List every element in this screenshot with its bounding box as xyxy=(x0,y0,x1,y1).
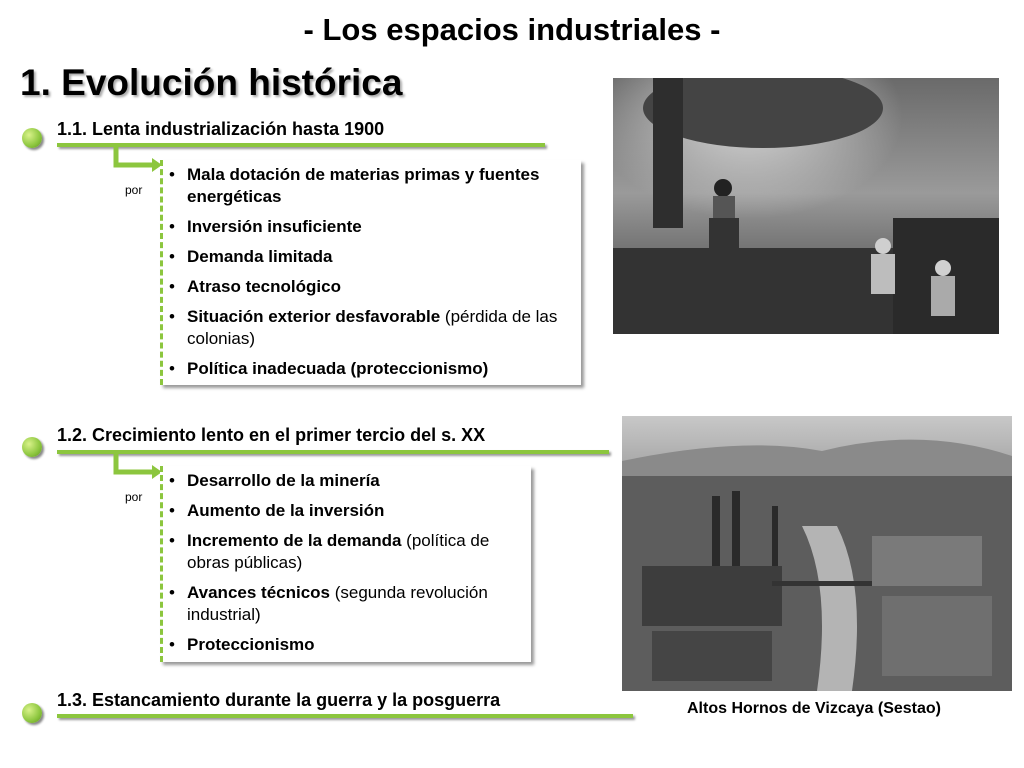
section1-list-item xyxy=(163,246,581,268)
list-item-bold-text: Política inadecuada (proteccionismo) xyxy=(187,359,489,378)
section3-bullet-icon xyxy=(22,703,42,723)
section2-por-label: por xyxy=(125,490,143,504)
list-item-bold-text: Proteccionismo xyxy=(187,635,315,654)
section1-bullet-icon xyxy=(22,128,42,148)
section2-connector-arrow xyxy=(112,452,164,482)
section2-list-item xyxy=(163,500,531,522)
list-item-detail-text: (política de obras públicas) xyxy=(187,531,490,572)
list-item-detail-text: (pérdida de las colonias) xyxy=(187,307,558,348)
list-item-bold-text: Mala dotación de materias primas y fuentes energéticas xyxy=(187,165,540,206)
section2-list-item xyxy=(163,470,531,492)
altos-hornos-aerial-photo xyxy=(622,416,1012,691)
section1-list-item xyxy=(163,306,581,350)
steelworkers-photo xyxy=(613,78,999,334)
page-heading: 1. Evolución histórica xyxy=(20,62,403,103)
list-item-bold-text: Demanda limitada xyxy=(187,247,333,266)
list-item-bold-text: Desarrollo de la minería xyxy=(187,471,380,490)
section3-underline xyxy=(57,714,633,718)
section2-bullet-icon xyxy=(22,437,42,457)
list-item-bold-text: Inversión insuficiente xyxy=(187,217,362,236)
section1-label: 1.1. Lenta industrialización hasta 1900 xyxy=(57,119,385,139)
section2-label: 1.2. Crecimiento lento en el primer tercio del s. XX xyxy=(57,425,486,445)
section2-list-item xyxy=(163,582,531,626)
section1-list-box xyxy=(160,160,581,385)
section1-connector-arrow xyxy=(112,145,164,175)
list-item-bold-text: Avances técnicos xyxy=(187,583,330,602)
section1-list-item xyxy=(163,358,581,380)
section1-list-item xyxy=(163,216,581,238)
section1-list-item xyxy=(163,164,581,208)
section2-list-item xyxy=(163,530,531,574)
section2-list-item xyxy=(163,634,531,656)
list-item-bold-text: Situación exterior desfavorable xyxy=(187,307,441,326)
photo-caption: Altos Hornos de Vizcaya (Sestao) xyxy=(687,700,941,717)
section1-por-label: por xyxy=(125,183,143,197)
section1-list-item xyxy=(163,276,581,298)
list-item-bold-text: Incremento de la demanda xyxy=(187,531,402,550)
section2-list-box xyxy=(160,466,531,662)
list-item-bold-text: Atraso tecnológico xyxy=(187,277,341,296)
slide-title: - Los espacios industriales - xyxy=(303,12,721,47)
section3-label: 1.3. Estancamiento durante la guerra y la posguerra xyxy=(57,690,501,710)
list-item-bold-text: Aumento de la inversión xyxy=(187,501,385,520)
list-item-detail-text: (segunda revolución industrial) xyxy=(187,583,488,624)
